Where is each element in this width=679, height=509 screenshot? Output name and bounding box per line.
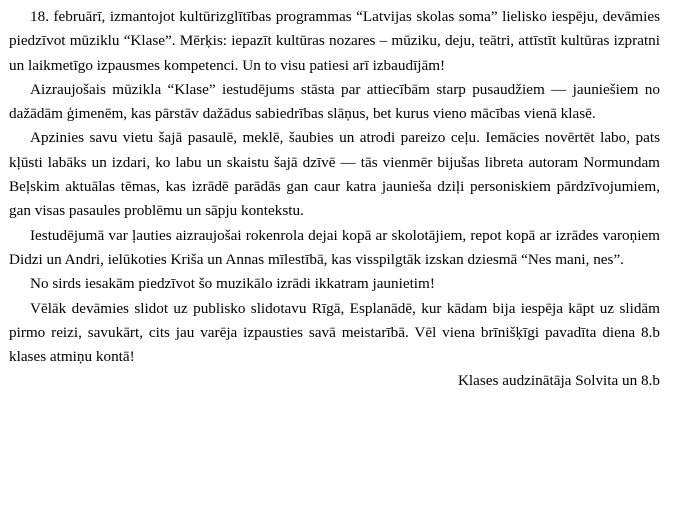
paragraph-musical-plot: Aizraujošais mūzikla “Klase” iestudējums stāsta par attiecībām starp pusaudžiem — jauniešiem no dažādām ģimenēm, kas pārstāv dažādus sabiedrības slāņus, bet kurus vieno mācības vienā klasē. <box>9 80 660 123</box>
signature: Klases audzinātāja Solvita un 8.b <box>457 372 660 390</box>
paragraph-skating: Vēlāk devāmies slidot uz publisko slidotavu Rīgā, Esplanādē, kur kādam bija iespēja kāpt uz slidām pirmo reizi, savukārt, cits jau varēja izpausties savā meistarībā. Vēl viena brīnišķīgi pavadīta diena 8.b klases atmiņu kontā! <box>9 299 660 366</box>
article <box>9 5 660 394</box>
paragraph-recommendation: No sirds iesakām piedzīvot šo muzikālo izrādi ikkatram jaunietim! <box>30 275 435 293</box>
paragraph-themes: Apzinies savu vietu šajā pasaulē, meklē, šaubies un atrodi pareizo ceļu. Iemācies novērtēt labo, pats kļūsti labāks un izdari, ko labu un skaistu šajā dzīvē — tās vienmēr bijušas libreta autoram Normundam Beļskim aktuālas tēmas, kas izrādē parādās gan caur katra jaunieša dziļi personiskiem pārdzīvojumiem, gan visas pasaules problēmu un sāpju kontekstu. <box>9 129 660 220</box>
paragraph-intro: 18. februārī, izmantojot kultūrizglītības programmas “Latvijas skolas soma” lielisko iespēju, devāmies piedzīvot mūziklu “Klase”. Mērķis: iepazīt kultūras nozares – mūziku, deju, teātri, attīstīt kultūras izpratni un laikmetīgo izpausmes kompetenci. Un to visu patiesi arī izbaudījām! <box>9 8 660 74</box>
paragraph-production: Iestudējumā var ļauties aizraujošai rokenrola dejai kopā ar skolotājiem, repot kopā ar izrādes varoņiem Didzi un Andri, ielūkoties Kriša un Annas mīlestībā, kas visspilgtāk izskan dziesmā “Nes mani, nes”. <box>9 226 660 268</box>
